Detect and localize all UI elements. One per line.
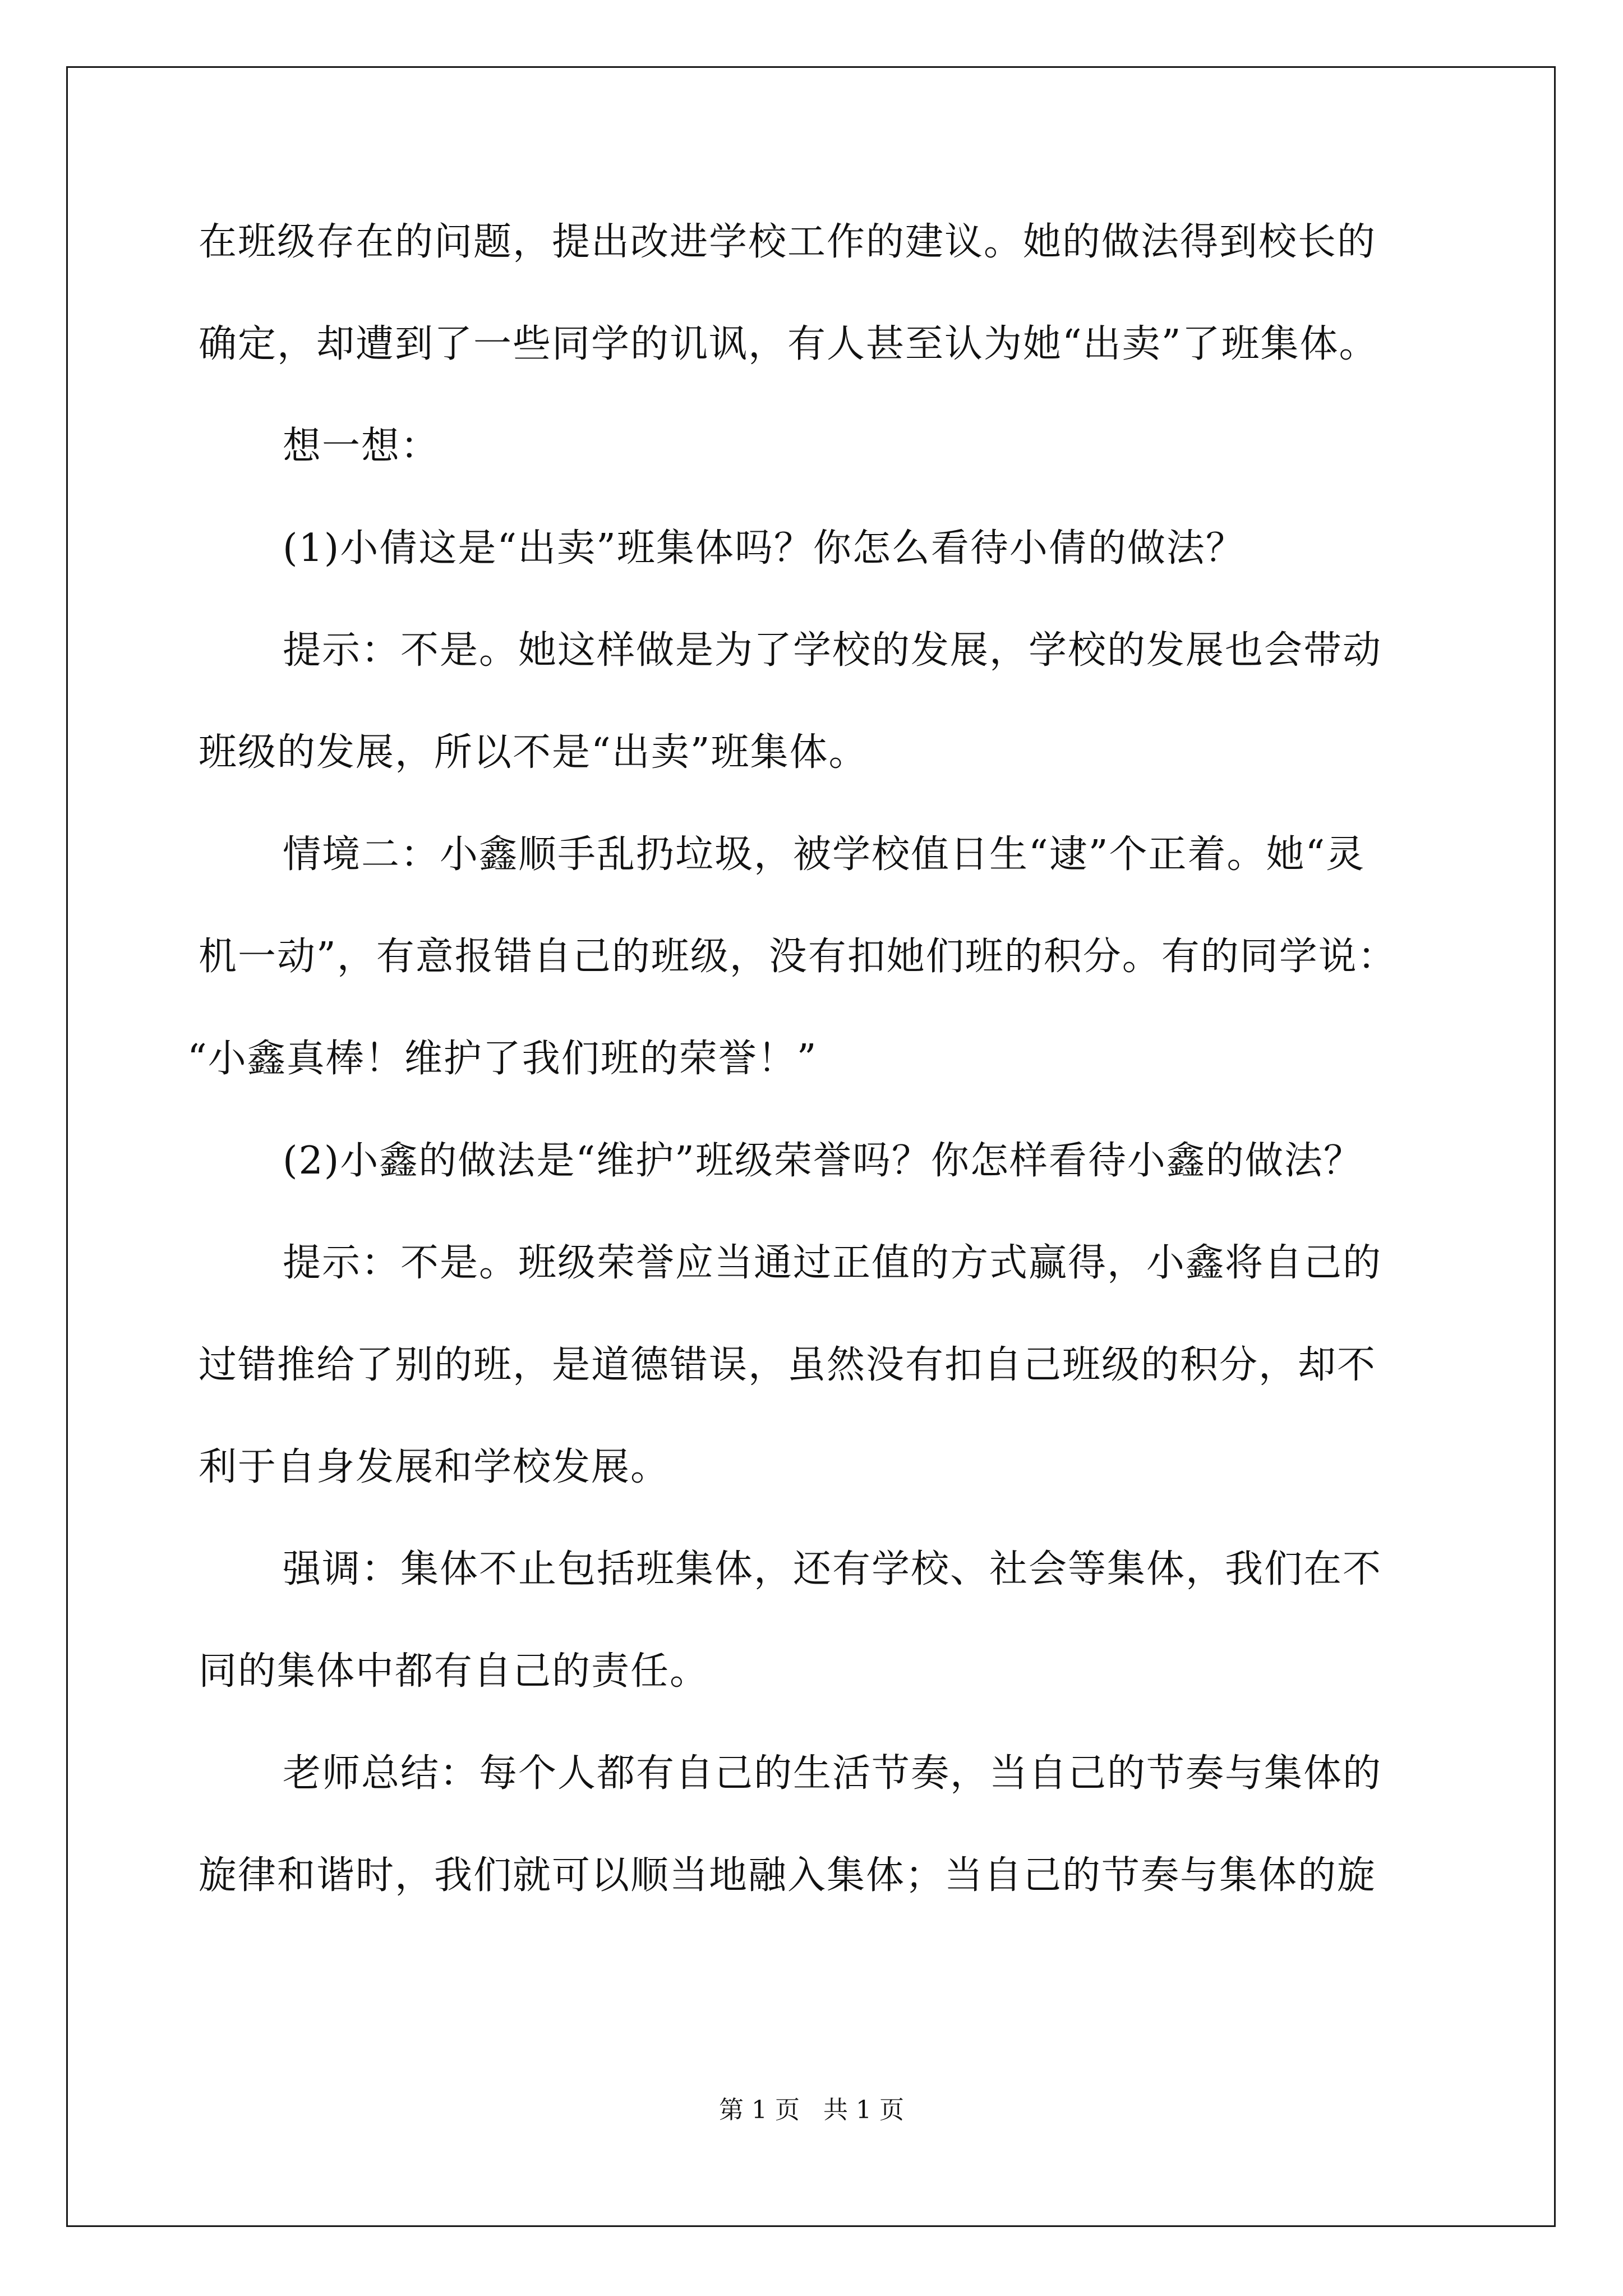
text-line: 老师总结：每个人都有自己的生活节奏，当自己的节奏与集体的 [283, 1751, 1382, 1796]
text-line: 提示：不是。她这样做是为了学校的发展，学校的发展也会带动 [283, 628, 1382, 673]
text-line: 同的集体中都有自己的责任。 [199, 1649, 709, 1694]
text-line: 过错推给了别的班，是道德错误，虽然没有扣自己班级的积分，却不 [199, 1343, 1377, 1387]
text-line: 机一动”，有意报错自己的班级，没有扣她们班的积分。有的同学说： [199, 935, 1397, 979]
text-line: 提示：不是。班级荣誉应当通过正值的方式赢得，小鑫将自己的 [283, 1241, 1382, 1285]
page-footer: 第 1 页 共 1 页 [719, 2096, 904, 2124]
text-line: 强调：集体不止包括班集体，还有学校、社会等集体，我们在不 [283, 1547, 1382, 1591]
text-line: 情境二：小鑫顺手乱扔垃圾，被学校值日生“逮”个正着。她“灵 [283, 832, 1366, 877]
text-line: 旋律和谐时，我们就可以顺当地融入集体；当自己的节奏与集体的旋 [199, 1853, 1377, 1898]
text-line: 在班级存在的问题，提出改进学校工作的建议。她的做法得到校长的 [199, 220, 1377, 264]
text-line: (2)小鑫的做法是“维护”班级荣誉吗？你怎样看待小鑫的做法？ [283, 1139, 1363, 1183]
text-line: 班级的发展，所以不是“出卖”班集体。 [199, 730, 868, 775]
text-line: “小鑫真棒！维护了我们班的荣誉！” [187, 1037, 818, 1081]
text-line: (1)小倩这是“出卖”班集体吗？你怎么看待小倩的做法？ [283, 526, 1245, 570]
text-line: 想一想： [283, 424, 440, 468]
text-line: 确定，却遭到了一些同学的讥讽，有人甚至认为她“出卖”了班集体。 [199, 322, 1378, 366]
text-line: 利于自身发展和学校发展。 [199, 1445, 670, 1489]
